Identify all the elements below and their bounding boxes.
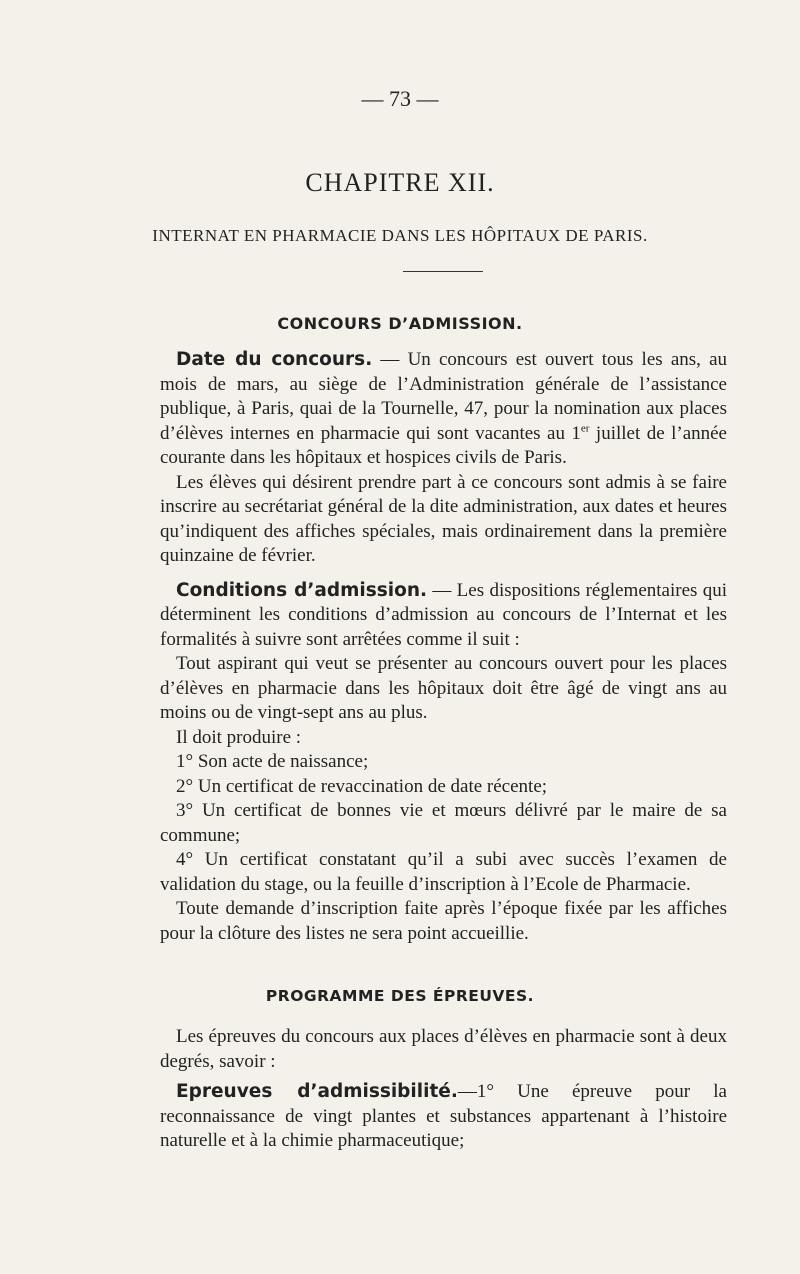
run-in-heading-admissibilite: Epreuves d’admissibilité. — [176, 1081, 458, 1102]
paragraph-inscription: Les élèves qui désirent prendre part à ce concours sont admis à se faire inscrire au secrétariat général de la dite administration, aux dates et heures qu’indiquent des affiches spéciales, mais ordinairement dans la première quinzaine de février. — [160, 471, 727, 566]
paragraph-conditions — [160, 579, 727, 653]
ordinal-number: 1 — [571, 422, 581, 444]
list-item: 1° Son acte de naissance; — [176, 751, 369, 772]
section-admission-body — [160, 348, 727, 946]
paragraph-text: —1° Une épreuve pour la reconnaissance de vingt plantes et substances appartenant à l’histoire naturelle et à la chimie pharmaceutique; — [160, 1081, 727, 1151]
list-item: 3° Un certificat de bonnes vie et mœurs délivré par le maire de sa commune; — [160, 800, 727, 846]
chapter-title: CHAPITRE XII. — [305, 168, 495, 197]
section-programme-body — [160, 1025, 727, 1154]
list-item: 2° Un certificat de revaccination de date récente; — [176, 775, 548, 797]
paragraph-text: — Les dispositions réglementaires qui déterminent les conditions d’admission au concours de l’Internat et les formalités à suivre sont arrêtées comme il suit : — [160, 579, 727, 650]
paragraph-age: Tout aspirant qui veut se présenter au concours ouvert pour les places d’élèves en pharmacie dans les hôpitaux doit être âgé de vingt ans au moins ou de vingt-sept ans au plus. — [160, 653, 727, 723]
run-in-heading-date: Date du concours. — [176, 349, 373, 370]
paragraph-admissibilite — [160, 1080, 727, 1154]
paragraph-text: juillet de l’année courante dans les hôpitaux et hospices civils de Paris. — [160, 422, 727, 468]
divider-rule — [403, 271, 483, 272]
chapter-subtitle: INTERNAT EN PHARMACIE DANS LES HÔPITAUX DE PARIS. — [152, 226, 648, 245]
run-in-heading-conditions: Conditions d’admission. — [176, 579, 428, 601]
paragraph-produire: Il doit produire : — [176, 726, 302, 748]
paragraph-epreuves: Les épreuves du concours aux places d’élèves en pharmacie sont à deux degrés, savoir : — [160, 1026, 727, 1072]
paragraph-demande: Toute demande d’inscription faite après l’époque fixée par les affiches pour la clôture des listes ne sera point accueillie. — [160, 898, 727, 944]
page-number: — 73 — — [361, 86, 439, 111]
paragraph-text: — Un concours est ouvert tous les ans, au mois de mars, au siège de l’Administration générale de l’assistance publique, à Paris, quai de la Tournelle, 47, pour la nomination aux places d’élèves internes en pharmacie qui sont vacantes au — [160, 349, 727, 444]
ordinal-suffix: er — [580, 422, 590, 435]
section-heading-programme: PROGRAMME DES ÉPREUVES. — [265, 987, 535, 1005]
list-item: 4° Un certificat constatant qu’il a subi avec succès l’examen de validation du stage, ou la feuille d’inscription à l’Ecole de Pharmacie. — [160, 849, 727, 895]
paragraph-date-concours — [160, 348, 727, 471]
section-heading-admission: CONCOURS D’ADMISSION. — [277, 314, 523, 333]
